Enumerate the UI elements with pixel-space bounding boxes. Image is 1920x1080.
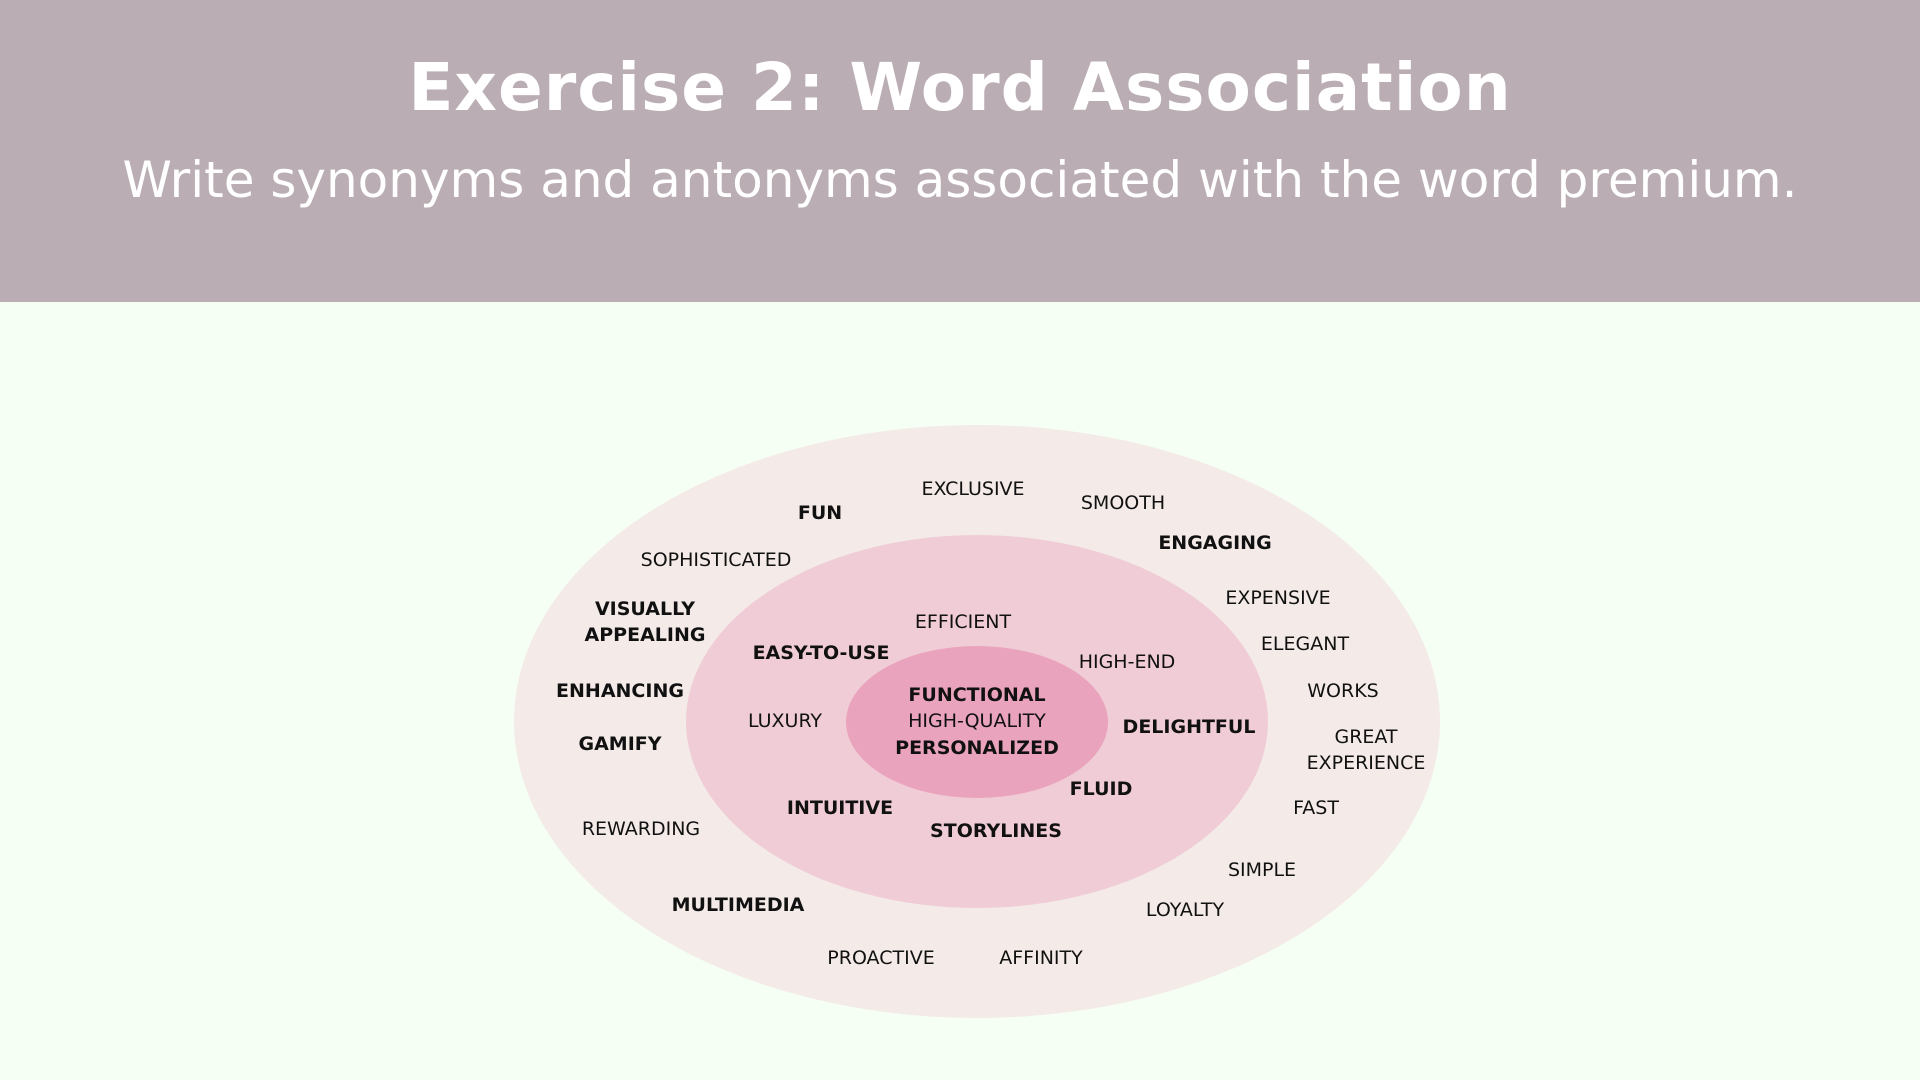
word-intuitive: INTUITIVE — [786, 797, 894, 819]
word-high-end: HIGH-END — [1078, 651, 1176, 673]
word-rewarding: REWARDING — [581, 818, 701, 840]
word-simple: SIMPLE — [1227, 859, 1297, 881]
page-title: Exercise 2: Word Association — [408, 49, 1512, 126]
word-visually-appealing: VISUALLY APPEALING — [584, 598, 706, 646]
word-delightful: DELIGHTFUL — [1122, 716, 1256, 738]
word-smooth: SMOOTH — [1080, 492, 1166, 514]
header-banner — [0, 0, 1920, 302]
word-loyalty: LOYALTY — [1145, 899, 1225, 921]
word-personalized: PERSONALIZED — [895, 737, 1059, 759]
word-great-experience: GREAT EXPERIENCE — [1306, 726, 1426, 774]
word-enhancing: ENHANCING — [556, 680, 684, 702]
word-fluid: FLUID — [1069, 778, 1133, 800]
word-functional: FUNCTIONAL — [908, 684, 1046, 706]
word-gamify: GAMIFY — [578, 733, 662, 755]
word-high-quality: HIGH-QUALITY — [908, 710, 1046, 732]
word-engaging: ENGAGING — [1158, 532, 1272, 554]
word-multimedia: MULTIMEDIA — [671, 894, 805, 916]
word-fast: FAST — [1293, 797, 1339, 819]
word-storylines: STORYLINES — [930, 820, 1062, 842]
word-works: WORKS — [1307, 680, 1379, 702]
word-efficient: EFFICIENT — [914, 611, 1012, 633]
page-subtitle: Write synonyms and antonyms associated with the word premium. — [122, 151, 1798, 209]
word-fun: FUN — [797, 502, 843, 524]
word-proactive: PROACTIVE — [827, 947, 935, 969]
word-easy-to-use: EASY-TO-USE — [752, 642, 890, 664]
word-sophisticated: SOPHISTICATED — [640, 549, 792, 571]
word-elegant: ELEGANT — [1260, 633, 1350, 655]
word-luxury: LUXURY — [747, 710, 823, 732]
word-expensive: EXPENSIVE — [1225, 587, 1331, 609]
word-exclusive: EXCLUSIVE — [921, 478, 1025, 500]
word-affinity: AFFINITY — [999, 947, 1083, 969]
